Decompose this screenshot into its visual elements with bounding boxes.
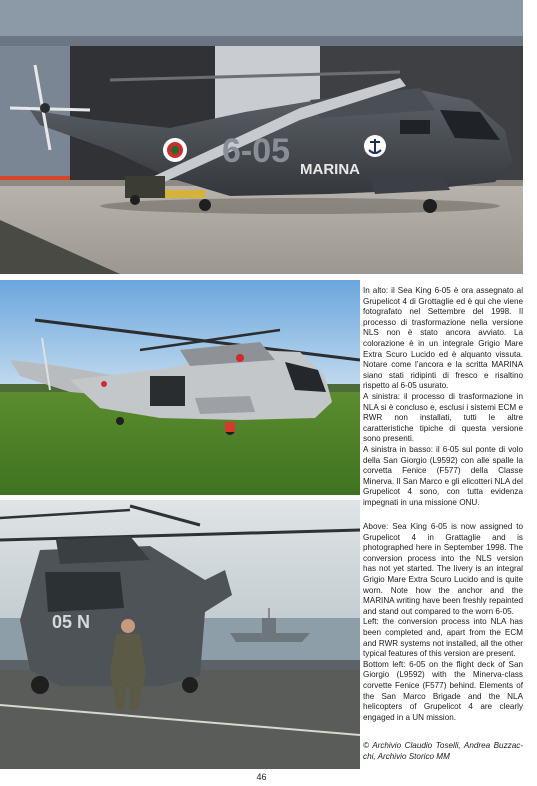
- photo-sea-king-grass: [0, 280, 360, 495]
- caption-en-above: Above: Sea King 6-05 is now assigned to Grupelicot 4 in Grattaglie and is photographed here in September 1998. The conversion process into the NLS version has not yet started. The livery is an integral Grigio Mare Extra Scuro Lucido and is quite worn. Note how the anchor and the MARINA writing have been freshly repainted and stand out compared to the worn 6-05.: [363, 522, 523, 616]
- caption-it-left: A sinistra: il processo di trasformazione in NLA si è concluso e, esclusi i sistemi ECM e RWR non installati, tutti le altre caratteristiche tipiche di questa versione sono presenti.: [363, 391, 523, 444]
- deck-scene: [0, 500, 360, 769]
- photo-sea-king-hangar: [0, 0, 523, 274]
- caption-english: [363, 522, 523, 723]
- page-number: 46: [256, 772, 267, 782]
- grass-scene: [0, 280, 360, 495]
- caption-en-bottom-left: Bottom left: 6-05 on the flight deck of San Giorgio (L9592) with the Minerva-class corvette Fenice (F577) behind. Elements of the San Marco Brigade and the NLA helicopters of Grupelicot 4 are clearly engaged in a UN mission.: [363, 659, 523, 722]
- caption-en-left: Left: the conversion process into NLA has been completed and, apart from the ECM and RWR systems not installed, all the other typical features of this version are present.: [363, 617, 523, 659]
- caption-it-bottom-left: A sinistra in basso: il 6-05 sul ponte di volo della San Giorgio (L9592) con alle spalle la corvetta Fenice (F577) della Classe Minerva. Il San Marco e gli elicotteri NLA del Grupelicot 4 sono, con tutta evidenza impegnati in una missione ONU.: [363, 444, 523, 507]
- caption-italian: [363, 286, 523, 508]
- nose-code: 05 N: [52, 612, 91, 632]
- fuselage-code: 6-05: [222, 132, 291, 170]
- caption-it-above: In alto: il Sea King 6-05 è ora assegnato al Grupelicot 4 di Grottaglie ed è qui che viene fotografato nel Settembre del 1998. Il processo di trasformazione nella versione NLS non è stato ancora avviato. La colorazione è in un integrale Grigio Mare Extra Scuro Lucido ed è alquanto vissuta. Notare come l’ancora e la scritta MARINA siano stati ridipinti di fresco e risaltino rispetto al 6-05 usurato.: [363, 286, 523, 391]
- photo-sea-king-flight-deck: [0, 500, 360, 769]
- fuselage-marina-text: MARINA: [300, 161, 360, 178]
- hangar-scene: [0, 0, 523, 274]
- photo-credits: © Archivio Claudio Toselli, Andrea Buzzac-chi, Archivio Storico MM: [363, 741, 523, 761]
